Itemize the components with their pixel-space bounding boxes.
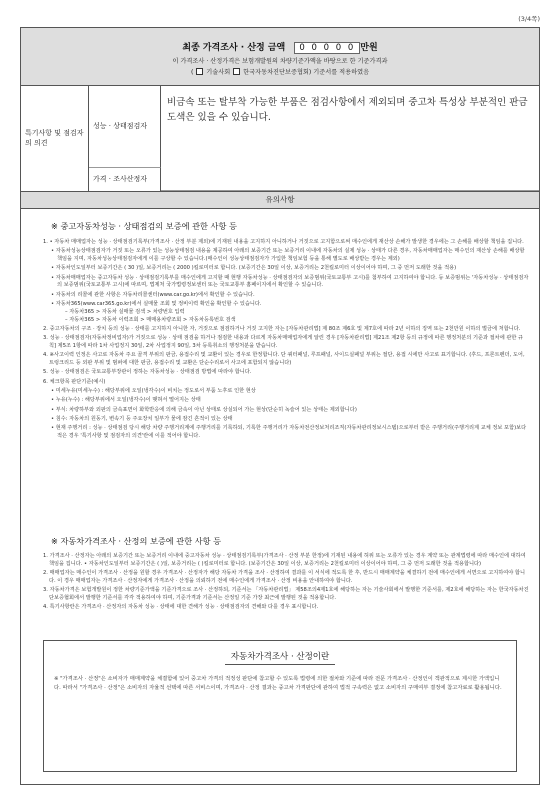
section1-item: 4. ※사고이력 인정은 사고로 자동차 주요 골격 부위의 판금, 용접수리 및 교환이 있는 경우로 한정합니다. 단 쿼터패널, 루프패널, 사이드실패널 부위는 절단, 용접 시에만 사고로 표기합니다. (후드, 프론트펜더, 도어, 트렁크리드 등 외판 부위 및 범퍼에 대한 판금, 용접수리 및 교환은 단순수리로서 사고에 포함되지 않습니다) bbox=[43, 352, 525, 367]
section1-item: 1. • 자동차 매매업자는 성능 · 상태점검기록부(가격조사 · 산정 부분 제외)에 기재된 내용을 고지하지 아니하거나 거짓으로 고지함으로써 매수인에게 재산상 손해가 발생한 경우에는 그 손해를 배상할 책임을 집니다. bbox=[43, 239, 524, 245]
section1-item: • 자동차의 리콜에 관한 사항은 자동차리콜센터(www.car.go.kr)에서 확인할 수 있습니다. bbox=[51, 291, 255, 298]
section2-item: 2. 매매업자는 매수인이 가격조사 · 산정을 원할 경우 가격조사 · 산정자가 해당 자동차 가격을 조사 · 산정하여 결과를 이 서식에 적도록 한 후, 반드시 매매계약을 체결하기 전에 매수인에게 서면으로 고지하여야 합니다. 이 경우 매매업자는 가격조사 · 산정자에게 가격조사 · 산정을 의뢰하기 전에 매수인에게 가격조사 · 산정 비용을 안내하여야 합니다. bbox=[43, 570, 525, 584]
price-unit: 만원 bbox=[360, 43, 378, 53]
section2-body bbox=[35, 553, 529, 614]
section1-item: – 자동차365 > 자동차 실매물 검색 > 차량번호 입력 bbox=[65, 308, 185, 315]
price-box bbox=[21, 28, 539, 86]
section2-item: 4. 특기사항란은 가격조사 · 산정자의 자동차 성능 · 상태에 대한 견해가 성능 · 상태점검자의 견해와 다를 경우 표시합니다. bbox=[43, 604, 319, 611]
section1-item: 3. 성능 · 상태점검자(자동차정비업자)가 거짓으로 성능 · 상태 점검을 하거나 점검한 내용과 다르게 자동차매매업자에게 알린 경우 [자동차관리법] 제21조 제2항 등의 규정에 따른 행정처분의 기준과 절차에 관한 규칙] 제5조 1항에 따라 1차 사업정지 30일, 2차 사업정지 90일, 3차 등록취소의 행정처분을 받습니다. bbox=[43, 335, 524, 350]
option-diagnosis-association: 한국자동차진단보증협회) 기준서를 적용하였음 bbox=[243, 69, 370, 76]
page-number: (3/4쪽) bbox=[518, 15, 540, 23]
inspector-label: 성능 · 상태점검자 bbox=[89, 86, 161, 168]
section1-title: ※ 중고자동차성능 · 상태점검의 보증에 관한 사항 등 bbox=[51, 221, 237, 231]
section1-item: – 자동차365 > 자동차 이력조회 > 매매용차량조회 > 자동차등록번호 검색 bbox=[65, 316, 236, 323]
appraisal-definition-title-text: 자동차가격조사 · 산정이란 bbox=[225, 652, 335, 665]
price-title bbox=[21, 40, 539, 54]
price-note-line2 bbox=[21, 67, 539, 76]
section1-item: • 자동차매매업자는 중고자동차 성능 · 상태점검기록부를 매수인에게 고지할 때 현행 자동차성능 · 상태점검자의 보증범위(국토교통부 고시)를 첨부하여 고지하여야 합니다. 등 보증범위는 '자동차성능 · 상태점검자의 보증범위(국토교통부 고시)에 따르며, 법제처 국가법령정보센터 또는 국토교통부 홈페이지에서 확인할 수 있습니다. bbox=[51, 274, 529, 289]
section2-item: 3. 자동차가격은 보험개발원이 정한 차량기준가액을 기준가격으로 조사 · 산정하되, 기준서는 「자동차관리법」 제58조의4제1호에 해당하는 자는 기술사회에서 발행한 기준서를, 제2호에 해당하는 자는 한국자동차진단보증협회에서 발행한 기준서를 각각 적용하여야 하며, 기준가격과 기준서는 산정일 기준 가장 최근에 발행된 것을 적용합니다. bbox=[43, 587, 529, 601]
inspector-opinion: 비금속 또는 탈부착 가능한 부품은 점검사항에서 제외되며 중고차 특성상 부분적인 판금도색은 있을 수 있습니다. bbox=[167, 97, 528, 123]
price-amount: 0 0 0 0 0 bbox=[294, 42, 360, 54]
section1-item: 6. 체크항목 판단기준(예시) bbox=[43, 378, 106, 385]
price-note-line1: 이 가격조사 · 산정가격은 보험개발원의 차량기준가액을 바탕으로 한 기준가격과 bbox=[172, 58, 388, 65]
price-note-paren: ( bbox=[190, 69, 194, 76]
section1-item: • 자동차성능상태점검자가 거짓 또는 오류가 있는 성능상태점검 내용을 제공하여 아래의 보증기간 또는 보증거리 이내에 자동차의 실제 성능 · 상태가 다른 경우, 자동차매매업자는 매수인의 재산상 손해를 배상할 책임을 지며, 자동차성능상태점검자에게 이를 구상할 수 있습니다.(매수인이 성능상태점검자가 가입한 책임보험 등을 통해 별도로 배상받는 경우는 제외) bbox=[51, 248, 525, 263]
section1-item: • 누유(누수) : 해당부위에서 오일(냉각수)이 맺혀서 떨어지는 상태 bbox=[51, 397, 201, 404]
section1-item: • 부식: 차량하부와 외판의 금속표면이 화학반응에 의해 금속이 아닌 상태로 상실되어 가는 현상(단순히 녹슬어 있는 상태는 제외합니다) bbox=[51, 406, 357, 413]
section1-item: • 자동차인도일부터 보증기간은 ( 30 )일, 보증거리는 ( 2000 )킬로미터로 합니다. (보증기간은 30일 이상, 보증거리는 2천킬로미터 이상이어야 하며, 그 중 먼저 도래한 것을 적용) bbox=[51, 265, 457, 272]
section1-item: 5. 성능 · 상태점검은 국토교통부장관이 정하는 자동차성능 · 상태점검 방법에 따라야 합니다. bbox=[43, 369, 252, 376]
section1-body bbox=[35, 239, 529, 442]
section2-item: 1. 가격조사 · 산정자는 아래의 보증기간 또는 보증거리 이내에 중고자동차 성능 · 상태점검기록부(가격조사 · 산정 부분 한정)에 기재된 내용에 허위 또는 오류가 있는 경우 계약 또는 관계법령에 따라 매수인에 대하여 책임을 집니다. • 자동차인도일부터 보증기간은 ( )일, 보증거리는 ( )킬로미터로 합니다. (보증기간은 30일 이상, 보증거리는 2천킬로미터 이상이어야 하며, 그 중 먼저 도래한 것을 적용합니다) bbox=[43, 553, 526, 567]
section1-item: • 자동차365(www.car365.go.kr)에서 실매물 조회 및 정비이력 확인을 확인할 수 있습니다. bbox=[51, 301, 262, 308]
section1-item: 2. 중고자동차의 구조 · 장치 등의 성능 · 상태를 고지하지 아니한 자, 거짓으로 점검하거나 거짓 고지한 자는 [자동차관리법] 제 80조 제6호 및 제7호에 따라 2년 이하의 징역 또는 2천만원 이하의 벌금에 처합니다. bbox=[43, 325, 521, 332]
appraiser-opinion-field[interactable] bbox=[161, 168, 539, 191]
section2-title: ※ 자동차가격조사 · 산정의 보증에 관한 사항 등 bbox=[51, 536, 222, 546]
document-frame bbox=[20, 27, 540, 785]
section1-item: • 침수: 자동차의 원동기, 변속기 등 주요장치 일부가 물에 잠긴 흔적이 있는 상태 bbox=[51, 415, 233, 422]
appraisal-definition-title bbox=[44, 650, 516, 662]
notice-header: 유의사항 bbox=[21, 191, 539, 209]
checkbox-icon[interactable] bbox=[233, 68, 240, 75]
section1-item: • 미세누유(미세누수) : 해당부위에 오일(냉각수)이 비치는 정도로서 부품 노후로 인한 현상 bbox=[51, 388, 256, 395]
opinion-section-label: 특기사항 및 점검자의 의견 bbox=[21, 86, 89, 191]
checkbox-icon[interactable] bbox=[196, 68, 203, 75]
appraisal-definition-box bbox=[43, 640, 517, 772]
option-engineers-society: 기술사회 bbox=[206, 69, 231, 76]
appraiser-label: 가격 · 조사산정자 bbox=[89, 168, 161, 191]
price-title-text: 최종 가격조사 · 산정 금액 bbox=[182, 43, 286, 53]
section1-item: • 현재 주행거리 : 성능 · 상태점검 당시 해당 차량 주행거리계에 주행거리를 기록하되, 기록한 주행거리가 자동차전산정보처리조직(자동차관리정보시스템)으로부터 받은 주행거리(주행거리계 교체 정보 포함)보다 적은 경우 '특기사항 및 점검자의 의견'란에 이를 적어야 합니다. bbox=[51, 425, 527, 440]
appraisal-definition-text: ※ "가격조사 · 산정"은 소비자가 매매계약을 체결함에 있어 중고차 가격의 적정성 판단에 참고할 수 있도록 법령에 의한 절차와 기준에 따라 전문 가격조사 · 산정인이 객관적으로 제시한 가액입니다. 따라서 "가격조사 · 산정"은 소비자의 자율적 선택에 따른 서비스이며, 가격조사 · 산정 결과는 중고차 가격판단에 관하여 법적 구속력은 없고 소비자의 구매여부 결정에 참고자료로 활용됩니다. bbox=[54, 676, 502, 691]
